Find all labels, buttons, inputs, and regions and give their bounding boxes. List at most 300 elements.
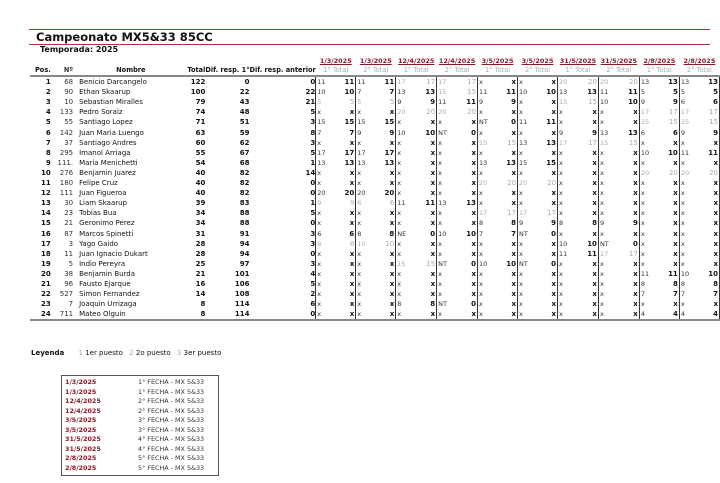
race-points: x	[471, 249, 477, 258]
race-position: 6	[356, 198, 367, 208]
header-dif2: Dif. resp. anterior	[249, 66, 316, 75]
cell-name: Liam Skaarup	[79, 199, 127, 208]
race-points: 11	[691, 148, 720, 158]
race-position: 13	[640, 78, 650, 87]
race-position: x	[598, 178, 609, 188]
race-points: x	[633, 118, 638, 127]
table-row	[30, 87, 720, 97]
race-position: 15	[559, 98, 568, 107]
race-points: x	[592, 279, 597, 288]
cell-dif1: 97	[239, 259, 250, 268]
race-points: 20	[547, 179, 557, 188]
race-position: x	[437, 148, 448, 158]
race-position: x	[437, 178, 448, 188]
legend	[31, 349, 221, 357]
event-date: 3/5/2025	[65, 416, 97, 424]
event-date: 2/8/2025	[65, 463, 97, 472]
race-points: x	[389, 249, 395, 258]
events-box	[61, 375, 219, 476]
cell-name: Benicio Darcangelo	[79, 78, 147, 87]
race-position: x	[316, 299, 327, 309]
cell-dif2: 0	[310, 219, 316, 228]
race-position: NT	[438, 128, 448, 137]
race-points: 13	[628, 128, 638, 137]
cell-num: 7	[68, 300, 74, 309]
event-name: 3° FECHA - MX 5&33	[138, 425, 205, 434]
race-points: 5	[691, 87, 720, 97]
race-points: x	[430, 249, 436, 258]
race-position: 8	[558, 218, 569, 228]
race-position: x	[598, 208, 609, 218]
race-position: x	[558, 309, 569, 320]
race-position: x	[679, 218, 690, 228]
race-points: 17	[691, 107, 720, 117]
race-points: x	[471, 189, 477, 198]
race-points: x	[430, 189, 436, 198]
race-points: x	[511, 249, 517, 258]
cell-num: 55	[64, 118, 74, 127]
race-points: x	[673, 158, 678, 167]
race-points: x	[551, 128, 557, 137]
race-position: x	[518, 269, 529, 279]
race-position: 11	[680, 148, 690, 157]
cell-dif1: 83	[239, 199, 250, 208]
race-points: 9	[632, 219, 638, 228]
race-points: x	[633, 108, 638, 117]
race-points: x	[551, 108, 557, 117]
race-points: 15	[546, 158, 557, 167]
race-position: 10	[317, 88, 326, 97]
cell-dif2: 8	[310, 128, 316, 137]
cell-name: Juan Figueroa	[79, 189, 127, 198]
legend-key-2: 2	[129, 349, 134, 357]
race-position: 11	[438, 98, 447, 107]
race-position: 11	[599, 88, 609, 97]
race-position: x	[478, 309, 489, 320]
header-race-position: 2° Total	[598, 66, 639, 76]
race-points: x	[569, 309, 598, 320]
race-points: x	[430, 269, 436, 278]
race-position: x	[518, 76, 529, 87]
race-date-header: 12/4/2025	[398, 57, 435, 65]
race-points: 11	[384, 78, 395, 87]
cell-dif2: 0	[250, 309, 316, 320]
race-points: 13	[425, 88, 436, 97]
standings-table	[30, 56, 720, 321]
cell-dif1: 101	[234, 269, 250, 278]
event-row	[62, 426, 218, 436]
race-points: 4	[651, 309, 680, 320]
cell-total: 100	[190, 88, 206, 97]
race-position: x	[437, 239, 448, 249]
race-position: 9	[316, 198, 327, 208]
table-row	[30, 249, 720, 259]
race-points: x	[471, 219, 477, 228]
race-points: 10	[466, 229, 477, 238]
race-position: 17	[479, 209, 488, 218]
race-position: x	[558, 178, 569, 188]
cell-pos: 20	[41, 269, 51, 278]
race-position: x	[356, 168, 367, 178]
race-position: 20	[357, 189, 366, 198]
race-points: x	[592, 179, 597, 188]
race-position: NT	[438, 300, 448, 309]
legend-key-1: 1	[78, 349, 83, 357]
race-position: x	[679, 208, 690, 218]
race-position: 15	[640, 118, 650, 127]
table-row	[30, 117, 720, 127]
race-position: 13	[438, 199, 447, 208]
event-name: 4° FECHA - MX 5&33	[138, 435, 205, 443]
race-position: x	[639, 229, 650, 239]
race-points: 11	[466, 98, 477, 107]
race-points: x	[633, 199, 638, 208]
cell-dif2: 4	[310, 269, 316, 278]
race-points: x	[592, 168, 597, 177]
race-position: x	[639, 249, 650, 259]
table-row	[30, 259, 720, 269]
race-position: x	[316, 249, 327, 259]
race-points: x	[511, 199, 517, 208]
race-points: x	[511, 300, 517, 309]
race-position: x	[558, 208, 569, 218]
race-points: x	[511, 108, 517, 117]
race-position: x	[437, 117, 448, 127]
race-points: x	[673, 179, 678, 188]
race-points: 9	[389, 128, 395, 137]
race-points: 6	[389, 199, 395, 208]
event-name: 2° FECHA - MX 5&33	[138, 397, 205, 405]
race-points: 13	[587, 88, 597, 97]
cell-name: Marcos Spinetti	[79, 229, 134, 238]
race-position: x	[518, 128, 529, 138]
race-position: 10	[599, 98, 609, 107]
race-position: x	[316, 289, 327, 299]
column-headers	[30, 66, 720, 76]
race-points: x	[349, 108, 355, 117]
race-points: x	[471, 179, 477, 188]
race-position: x	[437, 138, 448, 148]
race-position: x	[396, 269, 407, 279]
race-points: x	[389, 300, 395, 309]
race-position: x	[639, 218, 650, 228]
race-points: 17	[467, 78, 477, 87]
cell-name: Felipe Cruz	[79, 179, 118, 188]
race-position: x	[396, 279, 407, 289]
legend-text-2: 2o puesto	[135, 349, 171, 357]
race-position: x	[518, 107, 529, 117]
event-date: 12/4/2025	[65, 397, 101, 405]
race-points: x	[673, 189, 678, 198]
race-points: x	[430, 290, 436, 299]
race-position: 17	[640, 108, 650, 117]
race-points: x	[691, 218, 720, 228]
race-position: x	[478, 269, 489, 279]
cell-name: Tobias Bua	[79, 209, 117, 218]
event-date: 3/5/2025	[65, 425, 97, 434]
cell-dif2: 5	[310, 209, 316, 218]
race-position: 6	[679, 97, 690, 107]
race-date-header: 2/8/2025	[683, 57, 716, 65]
race-dates-row	[30, 56, 720, 66]
race-position: 15	[438, 88, 447, 97]
cell-dif1: 114	[205, 309, 249, 320]
race-position: 5	[639, 87, 650, 97]
race-points: 11	[668, 269, 678, 278]
cell-dif1: 94	[239, 239, 250, 248]
race-position: x	[316, 208, 327, 218]
race-points: x	[592, 209, 597, 218]
race-points: x	[471, 118, 477, 127]
cell-pos: 14	[41, 209, 51, 218]
race-points: x	[592, 269, 597, 278]
event-row	[62, 435, 218, 445]
race-position: x	[518, 279, 529, 289]
race-position: x	[639, 158, 650, 168]
race-position: 15	[599, 138, 609, 147]
race-position: x	[356, 279, 367, 289]
race-points: 7	[672, 290, 678, 299]
race-position: x	[639, 198, 650, 208]
race-points: x	[471, 279, 477, 288]
race-points: x	[691, 158, 720, 168]
race-position: 10	[680, 269, 690, 278]
race-points: 15	[426, 259, 436, 268]
table-row	[30, 188, 720, 198]
cell-dif2: 3	[310, 118, 316, 127]
race-points: x	[489, 309, 518, 320]
cell-dif2: 5	[310, 108, 316, 117]
race-position: x	[558, 299, 569, 309]
race-position: 9	[598, 218, 609, 228]
race-position: 13	[317, 158, 326, 167]
race-position: x	[356, 218, 367, 228]
race-position: NT	[519, 259, 528, 268]
cell-dif2: 1	[310, 199, 316, 208]
race-points: 0	[430, 229, 436, 238]
cell-total: 60	[195, 138, 206, 147]
race-points: x	[691, 249, 720, 259]
event-date: 12/4/2025	[65, 406, 101, 415]
table-row	[30, 178, 720, 188]
race-points: x	[551, 189, 557, 198]
cell-pos: 16	[41, 229, 51, 238]
race-points: x	[349, 168, 355, 177]
cell-dif1: 59	[239, 128, 250, 137]
cell-pos: 24	[30, 309, 51, 320]
race-position: x	[598, 198, 609, 208]
cell-total: 16	[195, 279, 206, 288]
race-points: 15	[628, 138, 638, 147]
cell-pos: 5	[45, 118, 51, 127]
race-date-header: 31/5/2025	[559, 57, 597, 65]
event-row	[62, 454, 218, 464]
race-points: 10	[546, 88, 557, 97]
race-points: 6	[349, 229, 355, 238]
cell-dif1: 106	[234, 279, 250, 288]
cell-num: 3	[68, 239, 74, 248]
cell-num: 87	[64, 229, 74, 238]
race-position: x	[679, 188, 690, 198]
race-points: 13	[668, 78, 678, 87]
race-position: x	[356, 138, 367, 148]
cell-dif2: 2	[310, 290, 316, 299]
race-points: 0	[551, 229, 557, 238]
race-position: x	[558, 198, 569, 208]
race-points: x	[673, 138, 678, 147]
race-position: x	[639, 188, 650, 198]
race-position: 15	[680, 118, 690, 127]
table-row	[30, 107, 720, 117]
race-position: x	[518, 198, 529, 208]
cell-total: 63	[195, 128, 206, 137]
race-points: x	[389, 219, 395, 228]
race-position: x	[356, 269, 367, 279]
table-row	[30, 218, 720, 228]
race-position: 17	[599, 249, 609, 258]
race-position: x	[558, 158, 569, 168]
cell-name: Fausto Ejarque	[79, 279, 131, 288]
race-position: x	[518, 249, 529, 259]
race-position: 17	[559, 138, 568, 147]
race-position: 10	[519, 88, 528, 97]
race-position: 11	[357, 78, 366, 87]
race-position: x	[518, 148, 529, 158]
race-points: x	[448, 309, 477, 320]
cell-num: 527	[59, 290, 74, 299]
race-points: 13	[506, 158, 517, 167]
cell-dif1: 22	[239, 88, 250, 97]
cell-total: 31	[195, 229, 206, 238]
race-position: x	[356, 259, 367, 269]
race-points: x	[471, 158, 477, 167]
cell-pos: 1	[45, 78, 51, 87]
race-points: x	[592, 300, 597, 309]
cell-num: 142	[59, 128, 74, 137]
race-position: 20	[438, 108, 447, 117]
table-row	[30, 148, 720, 158]
table-row	[30, 76, 720, 87]
race-position: 17	[438, 78, 447, 87]
race-position: x	[558, 279, 569, 289]
race-points: x	[349, 219, 355, 228]
cell-num: 21	[64, 219, 74, 228]
cell-dif2: 0	[310, 189, 316, 198]
race-points: 5	[349, 98, 355, 107]
race-points: x	[673, 249, 678, 258]
cell-dif2: 3	[310, 259, 316, 268]
race-position: x	[558, 107, 569, 117]
cell-num: 133	[59, 108, 74, 117]
race-position: x	[356, 249, 367, 259]
cell-num: 111.	[57, 158, 74, 167]
table-row	[30, 269, 720, 279]
race-position: x	[396, 138, 407, 148]
race-position: x	[598, 269, 609, 279]
race-points: x	[511, 239, 517, 248]
cell-pos: 13	[41, 199, 51, 208]
cell-pos: 8	[45, 148, 51, 157]
race-points: 15	[344, 118, 355, 127]
race-position: x	[639, 259, 650, 269]
race-position: 10	[357, 239, 366, 248]
race-points: x	[511, 128, 517, 137]
race-position: 11	[640, 269, 650, 278]
cell-num: 11	[64, 249, 74, 258]
race-position: 7	[679, 289, 690, 299]
race-position: x	[679, 249, 690, 259]
race-position: 8	[478, 218, 489, 228]
header-race-position: 1° Total	[478, 66, 518, 76]
race-points: 9	[672, 98, 678, 107]
race-position: x	[478, 128, 489, 138]
cell-num: 38	[64, 269, 74, 278]
header-pos: Pos.	[30, 66, 51, 76]
table-row	[30, 158, 720, 168]
race-position: x	[639, 239, 650, 249]
race-position: x	[679, 259, 690, 269]
race-points: 11	[587, 249, 597, 258]
cell-total: 28	[195, 249, 206, 258]
race-points: x	[551, 148, 557, 157]
cell-name: Geronimo Perez	[79, 219, 135, 228]
race-points: 10	[425, 128, 436, 137]
cell-total: 8	[183, 309, 206, 320]
race-points: x	[471, 290, 477, 299]
cell-total: 55	[195, 148, 206, 157]
race-points: 11	[628, 88, 638, 97]
race-position: 11	[519, 118, 528, 127]
cell-name: Indio Pereyra	[79, 259, 126, 268]
race-points: 10	[506, 259, 517, 268]
race-points: x	[633, 269, 638, 278]
race-points: 0	[551, 259, 557, 268]
cell-name: Maria Menichetti	[79, 158, 138, 167]
race-position: x	[598, 229, 609, 239]
race-position: x	[639, 178, 650, 188]
race-points: x	[551, 279, 557, 288]
race-position: 10	[559, 239, 568, 248]
race-points: 10	[691, 269, 720, 279]
race-points: 11	[546, 118, 557, 127]
race-position: 9	[639, 97, 650, 107]
cell-total: 28	[195, 239, 206, 248]
race-points: x	[407, 309, 436, 320]
cell-num: 96	[64, 279, 74, 288]
race-position: x	[316, 218, 327, 228]
cell-total: 74	[195, 108, 206, 117]
race-points: 0	[471, 128, 477, 137]
race-points: 11	[425, 199, 436, 208]
race-position: x	[639, 208, 650, 218]
race-points: x	[511, 269, 517, 278]
race-points: 7	[511, 229, 517, 238]
race-position: 7	[639, 289, 650, 299]
race-position: x	[478, 279, 489, 289]
race-position: 9	[478, 97, 489, 107]
race-position: x	[396, 249, 407, 259]
race-position: 20	[599, 78, 609, 87]
race-points: x	[430, 118, 436, 127]
cell-total: 39	[195, 199, 206, 208]
race-date-header: 3/5/2025	[481, 57, 514, 65]
race-points: x	[471, 269, 477, 278]
cell-num: 295	[59, 148, 74, 157]
cell-pos: 21	[41, 279, 51, 288]
race-position: NT	[599, 239, 609, 248]
cell-pos: 12	[41, 189, 51, 198]
cell-name: Sebastian Miralles	[79, 98, 143, 107]
